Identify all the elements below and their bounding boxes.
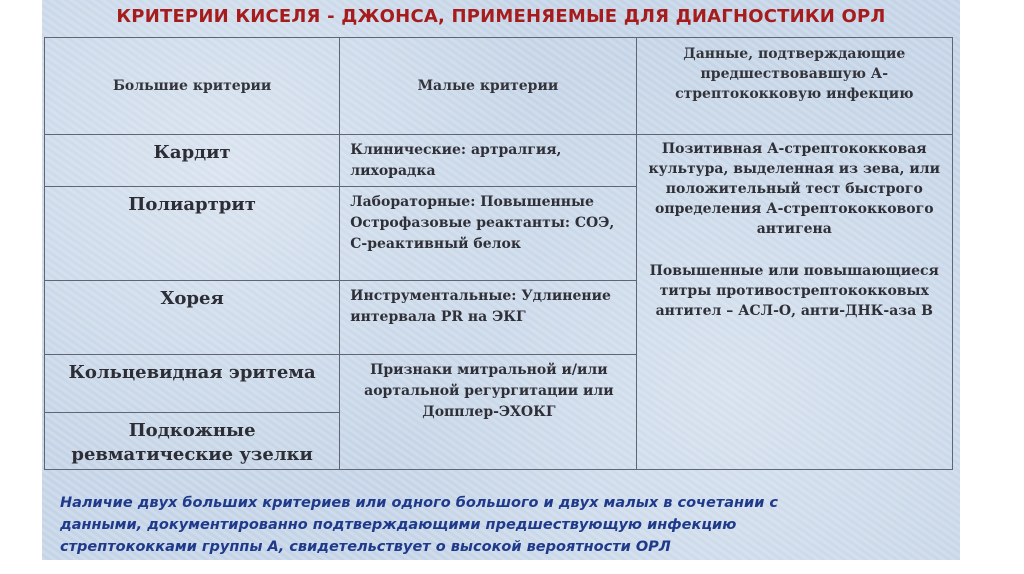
minor-criterion-laboratory: Лабораторные: Повышенные Острофазовые реактанты: СОЭ, С-реактивный белок	[340, 187, 636, 281]
footer-line-3: стрептококками группы А, свидетельствует о высокой вероятности ОРЛ	[60, 539, 671, 555]
footer-line-2: данными, документированно подтверждающими предшествующую инфекцию	[60, 517, 737, 533]
header-streptococcal-evidence: Данные, подтверждающие предшествовавшую А-стрептококковую инфекцию	[636, 38, 952, 135]
slide-title: КРИТЕРИИ КИСЕЛЯ - ДЖОНСА, ПРИМЕНЯЕМЫЕ ДЛЯ ДИАГНОСТИКИ ОРЛ	[116, 6, 886, 27]
footer-note	[60, 492, 940, 558]
major-criterion-chorea: Хорея	[45, 281, 340, 355]
major-criterion-polyarthritis: Полиартрит	[45, 187, 340, 281]
table-row	[45, 134, 953, 186]
minor-criterion-regurgitation: Признаки митральной и/или аортальной регургитации или Допплер-ЭХОКГ	[340, 354, 636, 469]
major-criterion-carditis: Кардит	[45, 134, 340, 186]
header-major-criteria: Большие критерии	[45, 38, 340, 135]
evidence-cell	[636, 134, 952, 469]
footer-line-1: Наличие двух больших критериев или одного большого и двух малых в сочетании с	[60, 495, 778, 511]
major-criterion-nodules: Подкожные ревматические узелки	[45, 413, 340, 470]
minor-criterion-instrumental: Инструментальные: Удлинение интервала PR на ЭКГ	[340, 281, 636, 355]
evidence-titers-text: Повышенные или повышающиеся титры противострептококковых антител – АСЛ-О, анти-ДНК-аза В	[649, 262, 939, 319]
criteria-table	[44, 37, 953, 470]
table-header-row	[45, 38, 953, 135]
minor-criterion-clinical: Клинические: артралгия, лихорадка	[340, 134, 636, 186]
evidence-culture-text: Позитивная А-стрептококковая культура, выделенная из зева, или положительный тест быстрого определения А-стрептококкового антигена	[648, 140, 941, 237]
major-criterion-erythema: Кольцевидная эритема	[45, 354, 340, 413]
header-minor-criteria: Малые критерии	[340, 38, 636, 135]
